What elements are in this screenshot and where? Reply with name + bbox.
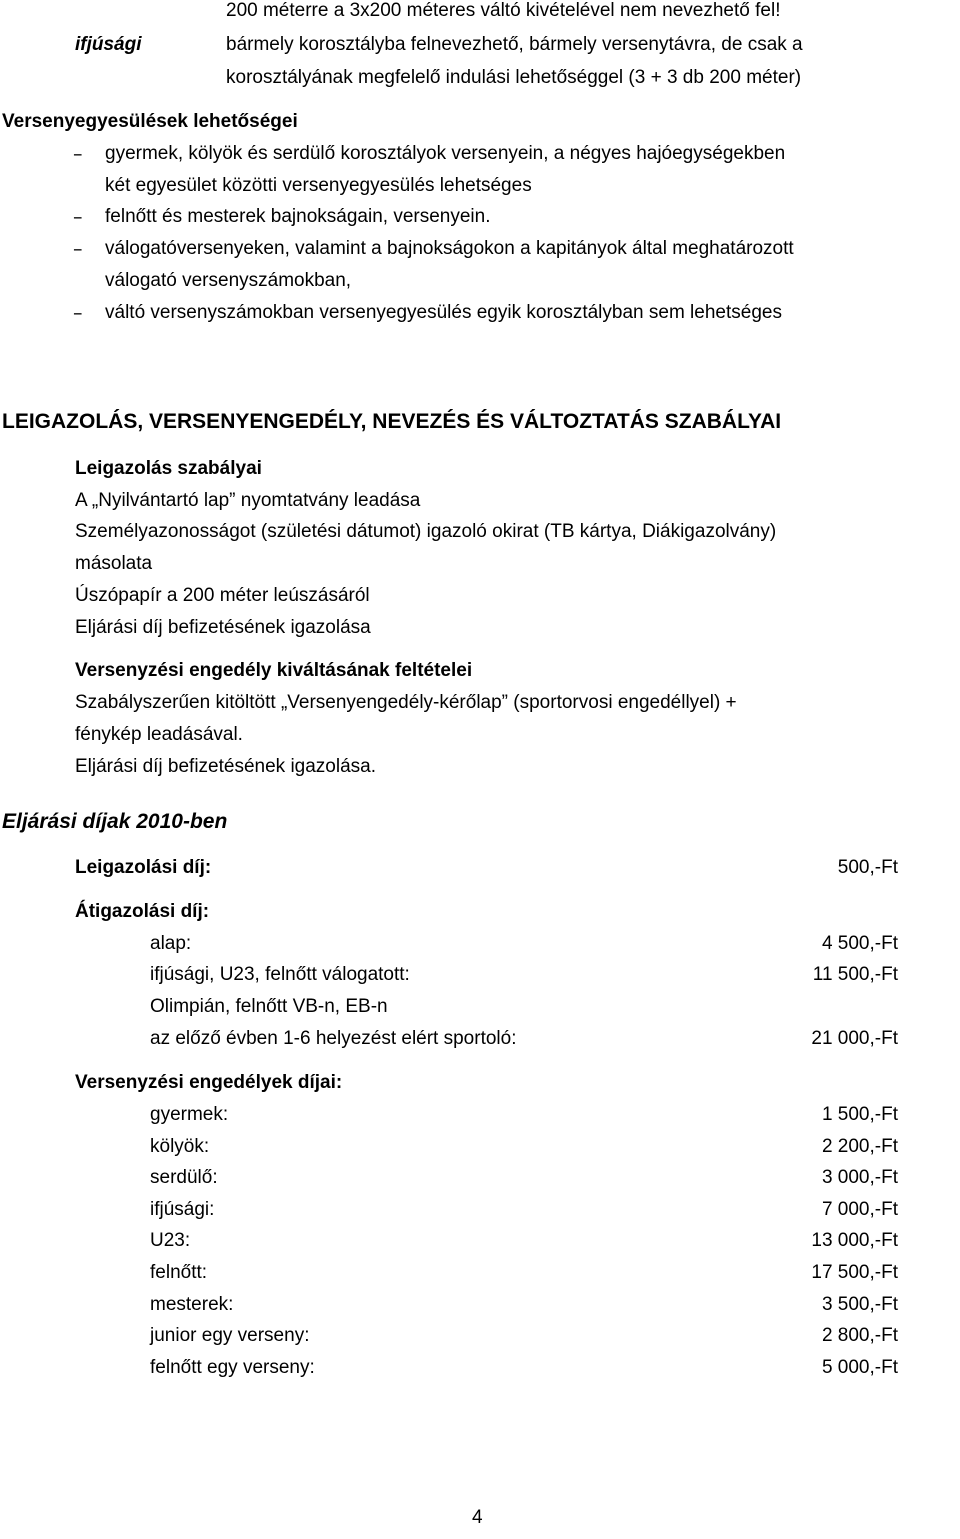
transfer-fee-heading: Átigazolási díj:	[75, 901, 210, 922]
fee-row-amount: 13 000,-Ft	[811, 1230, 898, 1251]
top-line-1: 200 méterre a 3x200 méteres váltó kivételével nem nevezhető fel!	[226, 0, 781, 21]
fees-heading: Eljárási díjak 2010-ben	[2, 810, 228, 833]
fee-row-label: U23:	[150, 1230, 191, 1251]
list-item-line: gyermek, kölyök és serdülő korosztályok versenyein, a négyes hajóegységekben	[105, 143, 786, 164]
registration-fee-amount: 500,-Ft	[837, 857, 898, 878]
license-line: Eljárási díj befizetésének igazolása.	[75, 756, 377, 777]
list-dash: –	[73, 238, 83, 260]
registration-line: A „Nyilvántartó lap” nyomtatvány leadása	[75, 490, 421, 511]
list-dash: –	[73, 206, 83, 228]
list-item-line: két egyesület közötti versenyegyesülés lehetséges	[105, 175, 532, 196]
fee-row-label: mesterek:	[150, 1294, 234, 1315]
fee-row-amount: 11 500,-Ft	[812, 964, 898, 985]
registration-rules-heading: Leigazolás szabályai	[75, 458, 262, 479]
top-line-3: korosztályának megfelelő indulási lehetőséggel (3 + 3 db 200 méter)	[226, 67, 802, 88]
fee-row-amount: 4 500,-Ft	[821, 933, 898, 954]
top-line-2: bármely korosztályba felnevezhető, bármely versenytávra, de csak a	[226, 34, 803, 55]
list-item-line: váltó versenyszámokban versenyegyesülés egyik korosztályban sem lehetséges	[105, 302, 782, 323]
fee-row-label: gyermek:	[150, 1104, 229, 1125]
fee-row-label: kölyök:	[150, 1136, 210, 1157]
fee-row-label: serdülő:	[150, 1167, 218, 1188]
section-title: LEIGAZOLÁS, VERSENYENGEDÉLY, NEVEZÉS ÉS VÁLTOZTATÁS SZABÁLYAI	[2, 410, 782, 433]
registration-line: Eljárási díj befizetésének igazolása	[75, 617, 371, 638]
page-number: 4	[472, 1507, 483, 1528]
list-item-line: válogató versenyszámokban,	[105, 270, 352, 291]
fee-row-label: alap:	[150, 933, 192, 954]
fee-row-amount: 3 000,-Ft	[821, 1167, 898, 1188]
fee-row-amount: 2 800,-Ft	[821, 1325, 898, 1346]
registration-line: Úszópapír a 200 méter leúszásáról	[75, 585, 370, 606]
fee-row-amount: 17 500,-Ft	[811, 1262, 898, 1283]
fee-row-amount: 7 000,-Ft	[821, 1199, 898, 1220]
list-item-line: felnőtt és mesterek bajnokságain, versenyein.	[105, 206, 491, 227]
age-group-label: ifjúsági	[75, 34, 142, 55]
registration-fee-label: Leigazolási díj:	[75, 857, 212, 878]
registration-line: Személyazonosságot (születési dátumot) igazoló okirat (TB kártya, Diákigazolvány)	[75, 521, 777, 542]
fee-row-label: felnőtt egy verseny:	[150, 1357, 315, 1378]
fee-row-label: felnőtt:	[150, 1262, 208, 1283]
license-line: fénykép leadásával.	[75, 724, 243, 745]
license-fees-heading: Versenyzési engedélyek díjai:	[75, 1072, 343, 1093]
license-conditions-heading: Versenyzési engedély kiváltásának feltételei	[75, 660, 473, 681]
fee-row-label: ifjúsági:	[150, 1199, 215, 1220]
fee-row-label: Olimpián, felnőtt VB-n, EB-n	[150, 996, 388, 1017]
fee-row-label: az előző évben 1-6 helyezést elért sportoló:	[150, 1028, 517, 1049]
fee-row-label: ifjúsági, U23, felnőtt válogatott:	[150, 964, 410, 985]
list-dash: –	[73, 143, 83, 165]
fee-row-amount: 1 500,-Ft	[821, 1104, 898, 1125]
fee-row-amount: 21 000,-Ft	[811, 1028, 898, 1049]
fee-row-amount: 2 200,-Ft	[821, 1136, 898, 1157]
combined-heading: Versenyegyesülések lehetőségei	[2, 111, 298, 132]
list-dash: –	[73, 302, 83, 324]
fee-row-label: junior egy verseny:	[150, 1325, 310, 1346]
registration-line: másolata	[75, 553, 153, 574]
license-line: Szabályszerűen kitöltött „Versenyengedély-kérőlap” (sportorvosi engedéllyel) +	[75, 692, 737, 713]
fee-row-amount: 3 500,-Ft	[821, 1294, 898, 1315]
list-item-line: válogatóversenyeken, valamint a bajnokságokon a kapitányok által meghatározott	[105, 238, 794, 259]
fee-row-amount: 5 000,-Ft	[821, 1357, 898, 1378]
